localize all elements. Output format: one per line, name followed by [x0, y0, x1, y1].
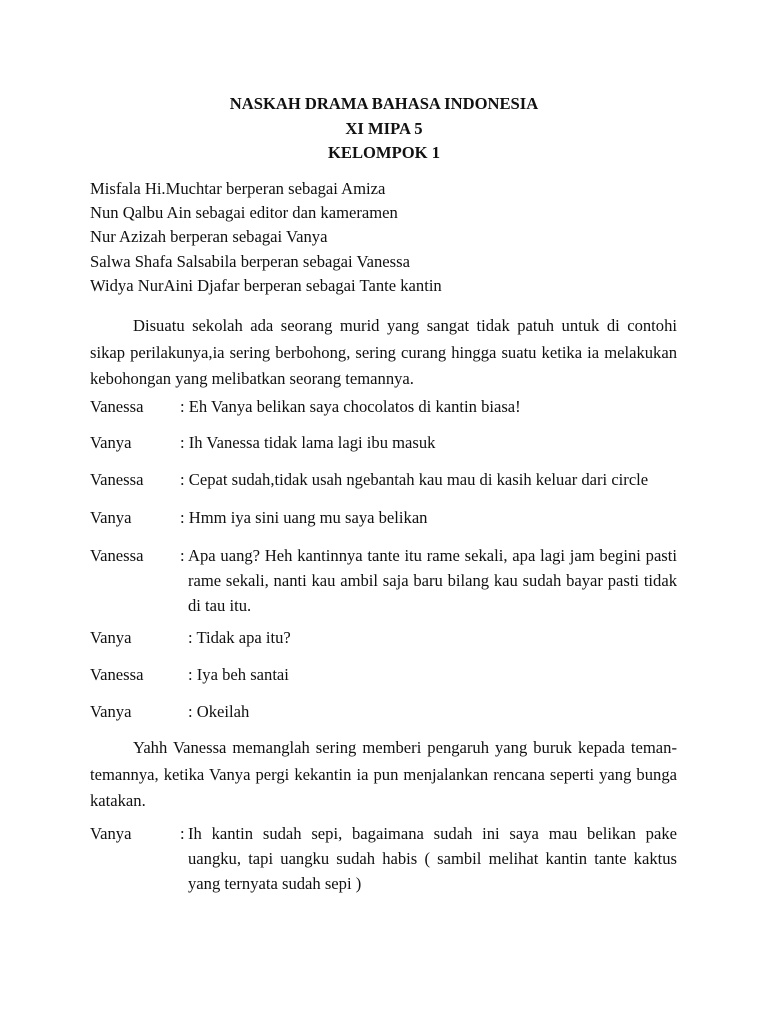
- cast-item: Salwa Shafa Salsabila berperan sebagai Vanessa: [90, 251, 410, 271]
- cast-item: Nun Qalbu Ain sebagai editor dan kameramen: [90, 203, 398, 223]
- speaker-name: Vanessa: [90, 397, 144, 416]
- title-line-3: KELOMPOK 1: [327, 143, 440, 162]
- cast-item: Misfala Hi.Muchtar berperan sebagai Amiza: [90, 179, 386, 198]
- speaker-name: Vanya: [90, 702, 132, 721]
- speaker-name: Vanya: [90, 433, 132, 452]
- dialogue-text: : Okeilah: [188, 702, 250, 721]
- colon-separator: :: [180, 824, 185, 843]
- cast-item: Nur Azizah berperan sebagai Vanya: [90, 227, 328, 247]
- narration-paragraph: Yahh Vanessa memanglah sering memberi pengaruh yang buruk kepada teman-temannya, ketika Vanya pergi kekantin ia pun menjalankan rencana seperti yang bunga katakan.: [90, 738, 677, 810]
- narration-paragraph: Disuatu sekolah ada seorang murid yang sangat tidak patuh untuk di contohi sikap perilakunya,ia sering berbohong, sering curang hingga suatu ketika ia melakukan kebohongan yang melibatkan seorang temannya.: [90, 316, 677, 388]
- title-line-1: NASKAH DRAMA BAHASA INDONESIA: [229, 94, 539, 113]
- speaker-name: Vanya: [90, 508, 132, 527]
- speaker-name: Vanya: [90, 824, 132, 843]
- document-title: [0, 92, 768, 166]
- dialogue-text: Ih kantin sudah sepi, bagaimana sudah ini saya mau belikan pake uangku, tapi uangku sudah habis ( sambil melihat kantin tante kaktus yang ternyata sudah sepi ): [188, 824, 677, 893]
- dialogue-text: : Eh Vanya belikan saya chocolatos di kantin biasa!: [180, 397, 521, 416]
- dialogue-text: Apa uang? Heh kantinnya tante itu rame sekali, apa lagi jam begini pasti rame sekali, nanti kau ambil saja baru bilang kau sudah bayar pasti tidak di tau itu.: [188, 546, 677, 615]
- title-line-2: XI MIPA 5: [345, 118, 423, 138]
- speaker-name: Vanessa: [90, 546, 144, 565]
- dialogue-text: : Tidak apa itu?: [188, 628, 291, 647]
- colon-separator: :: [180, 546, 185, 565]
- speaker-name: Vanya: [90, 628, 132, 647]
- dialogue-text: : Ih Vanessa tidak lama lagi ibu masuk: [180, 433, 436, 452]
- dialogue-text-block: [180, 543, 677, 618]
- speaker-name: Vanessa: [90, 665, 144, 684]
- cast-list: [90, 177, 690, 298]
- dialogue-text: : Hmm iya sini uang mu saya belikan: [180, 508, 428, 527]
- dialogue-text: : Iya beh santai: [188, 665, 289, 684]
- dialogue-text: : Cepat sudah,tidak usah ngebantah kau mau di kasih keluar dari circle: [180, 470, 649, 489]
- speaker-name: Vanessa: [90, 470, 144, 489]
- cast-item: Widya NurAini Djafar berperan sebagai Tante kantin: [90, 275, 442, 295]
- dialogue-text-block: [180, 821, 677, 896]
